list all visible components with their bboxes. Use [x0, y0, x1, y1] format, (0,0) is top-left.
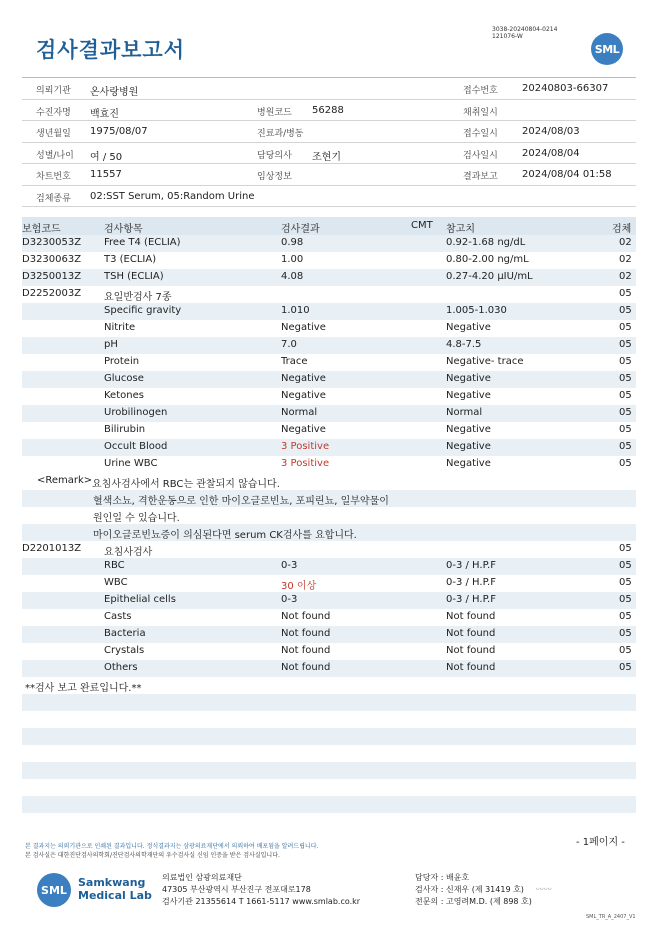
info-value: 백효진	[90, 108, 119, 120]
specimen-code: 05	[619, 424, 632, 435]
reference-range: Not found	[446, 611, 496, 622]
insurance-code: D3250013Z	[22, 271, 82, 282]
info-label: 차트번호	[36, 172, 71, 182]
reference-range: Negative	[446, 424, 491, 435]
info-row	[22, 186, 636, 208]
info-label: 접수일시	[463, 129, 498, 139]
specimen-code: 05	[619, 458, 632, 469]
table-row	[22, 235, 636, 252]
specimen-code: 05	[619, 339, 632, 350]
specimen-code: 05	[619, 305, 632, 316]
specimen-code: 02	[619, 271, 632, 282]
reference-range: 0-3 / H.P.F	[446, 560, 496, 571]
table-row	[22, 592, 636, 609]
table-row	[22, 439, 636, 456]
address-line: 검사기관 21355614 T 1661-5117 www.smlab.co.kr	[162, 897, 361, 906]
table-row	[22, 320, 636, 337]
test-item: 요일반검사 7종	[104, 292, 172, 303]
remark-label: <Remark>	[37, 475, 93, 486]
table-row	[22, 643, 636, 660]
specimen-code: 05	[619, 441, 632, 452]
test-result: Not found	[281, 662, 331, 673]
test-result: Normal	[281, 407, 318, 418]
empty-row	[22, 762, 636, 779]
test-result: 30 이상	[281, 581, 317, 592]
col-header-result: 검사결과	[281, 224, 320, 235]
test-result: Negative	[281, 390, 326, 401]
remark-block	[22, 473, 636, 541]
footer-logo: SML	[37, 873, 71, 907]
test-item: Ketones	[104, 390, 144, 401]
staff-line: 전문의 : 고영려M.D. (제 898 호)	[415, 897, 532, 906]
footer-lab-name	[78, 876, 152, 902]
reference-range: Negative	[446, 390, 491, 401]
table-row	[22, 626, 636, 643]
document-id-line1: 3038-20240804-0214	[492, 26, 558, 33]
test-item: Occult Blood	[104, 441, 168, 452]
test-result: Not found	[281, 611, 331, 622]
specimen-code: 05	[619, 373, 632, 384]
sediment-rows	[22, 541, 636, 677]
reference-range: Not found	[446, 662, 496, 673]
specimen-code: 05	[619, 628, 632, 639]
specimen-code: 05	[619, 560, 632, 571]
table-row	[22, 575, 636, 592]
info-value: 조현기	[312, 151, 341, 163]
reference-range: Normal	[446, 407, 483, 418]
info-row	[22, 100, 636, 122]
empty-row	[22, 779, 636, 796]
specimen-code: 05	[619, 594, 632, 605]
info-label: 접수번호	[463, 86, 498, 96]
test-item: TSH (ECLIA)	[104, 271, 164, 282]
info-value: 1975/08/07	[90, 126, 148, 137]
info-row	[22, 78, 636, 100]
test-item: Epithelial cells	[104, 594, 176, 605]
reference-range: 0-3 / H.P.F	[446, 577, 496, 588]
footer-note: 본 결과지는 의뢰기관으로 인쇄된 결과입니다. 정식결과지는 삼광의료재단에서 의뢰하여 배포됨을 알려드립니다.	[25, 843, 319, 850]
document-id	[492, 26, 557, 40]
signature-icon: 〰〰	[535, 885, 551, 894]
info-label: 담당의사	[257, 150, 292, 161]
test-item: RBC	[104, 560, 125, 571]
blank-rows	[22, 694, 636, 830]
form-code: SML_TR_A_2407_V1	[586, 914, 636, 920]
specimen-code: 05	[619, 288, 632, 299]
empty-row	[22, 694, 636, 711]
table-row	[22, 252, 636, 269]
patient-info-block	[22, 77, 636, 207]
test-item: WBC	[104, 577, 128, 588]
info-value: 02:SST Serum, 05:Random Urine	[90, 190, 255, 202]
specimen-code: 05	[619, 577, 632, 588]
remark-text: 원인일 수 있습니다.	[93, 513, 180, 524]
remark-text: 마이오글로빈뇨증이 의심된다면 serum CK검사를 요합니다.	[93, 530, 357, 541]
address-line: 의료법인 삼광의료재단	[162, 873, 242, 882]
remark-text: 요침사검사에서 RBC는 관찰되지 않습니다.	[92, 479, 280, 490]
info-label: 검사일시	[463, 150, 498, 161]
reference-range: Negative	[446, 458, 491, 469]
specimen-code: 05	[619, 356, 632, 367]
table-row	[22, 303, 636, 320]
info-value: 20240803-66307	[522, 83, 609, 94]
test-item: Specific gravity	[104, 305, 182, 316]
lab-name-line1: Samkwang	[78, 876, 146, 889]
info-value: 11557	[90, 169, 122, 180]
info-label: 생년월일	[36, 129, 71, 139]
table-row	[22, 286, 636, 303]
specimen-code: 05	[619, 322, 632, 333]
specimen-code: 05	[619, 611, 632, 622]
reference-range: Negative	[446, 373, 491, 384]
footer-address	[162, 872, 360, 908]
table-row	[22, 456, 636, 473]
test-result: 3 Positive	[281, 441, 330, 452]
test-item: Protein	[104, 356, 140, 367]
test-result: Not found	[281, 628, 331, 639]
test-result: 0.98	[281, 237, 304, 248]
test-result: Negative	[281, 322, 326, 333]
test-item: Casts	[104, 611, 132, 622]
info-label: 채취일시	[463, 107, 498, 118]
table-row	[22, 371, 636, 388]
info-label: 결과보고	[463, 172, 498, 182]
lab-name-line2: Medical Lab	[78, 889, 152, 902]
remark-text: 혈색소뇨, 격한운동으로 인한 마이오글로빈뇨, 포피린뇨, 일부약물이	[93, 496, 389, 507]
info-label: 수진자명	[36, 107, 71, 118]
test-item: Others	[104, 662, 138, 673]
test-result: 1.00	[281, 254, 304, 265]
reference-range: Not found	[446, 628, 496, 639]
reference-range: Negative	[446, 441, 491, 452]
specimen-code: 02	[619, 254, 632, 265]
reference-range: Negative	[446, 322, 491, 333]
reference-range: 0.92-1.68 ng/dL	[446, 237, 526, 248]
test-result: 1.010	[281, 305, 310, 316]
completion-text: **검사 보고 완료입니다.**	[25, 683, 142, 694]
results-table	[22, 217, 636, 830]
test-result: 3 Positive	[281, 458, 330, 469]
reference-range: 0-3 / H.P.F	[446, 594, 496, 605]
staff-line: 담당자 : 배윤호	[415, 873, 470, 882]
info-label: 진료과/병동	[257, 129, 304, 139]
specimen-code: 05	[619, 543, 632, 554]
test-item: Bacteria	[104, 628, 146, 639]
test-item: Nitrite	[104, 322, 136, 333]
info-label: 의뢰기관	[36, 86, 71, 96]
specimen-code: 05	[619, 645, 632, 656]
info-value: 2024/08/04	[522, 147, 580, 159]
col-header-item: 검사항목	[104, 224, 143, 235]
remark-row	[22, 473, 636, 490]
insurance-code: D2252003Z	[22, 288, 82, 299]
table-row	[22, 558, 636, 575]
test-item: T3 (ECLIA)	[104, 254, 157, 265]
table-row	[22, 609, 636, 626]
test-result: 4.08	[281, 271, 304, 282]
table-row	[22, 660, 636, 677]
empty-row	[22, 796, 636, 813]
insurance-code: D3230063Z	[22, 254, 82, 265]
address-line: 47305 부산광역시 부산진구 전포대로178	[162, 885, 311, 894]
info-value: 2024/08/03	[522, 126, 580, 137]
test-item: Crystals	[104, 645, 145, 656]
info-label: 검체종류	[36, 193, 71, 204]
empty-row	[22, 728, 636, 745]
info-value: 온사랑병원	[90, 87, 139, 98]
insurance-code: D2201013Z	[22, 543, 82, 554]
col-header-specimen: 검체	[612, 224, 632, 235]
test-item: Urine WBC	[104, 458, 158, 469]
col-header-code: 보험코드	[22, 224, 61, 235]
info-label: 임상정보	[257, 172, 292, 182]
test-result: Negative	[281, 373, 326, 384]
test-item: Urobilinogen	[104, 407, 168, 418]
result-rows	[22, 235, 636, 473]
table-row	[22, 388, 636, 405]
test-result: Negative	[281, 424, 326, 435]
test-result: 0-3	[281, 560, 298, 571]
completion-row	[22, 677, 636, 694]
table-row	[22, 405, 636, 422]
remark-row	[22, 524, 636, 541]
table-row	[22, 337, 636, 354]
table-row	[22, 541, 636, 558]
test-item: pH	[104, 339, 118, 350]
info-label: 병원코드	[257, 107, 292, 118]
remark-row	[22, 507, 636, 524]
info-row	[22, 121, 636, 143]
test-item: 요침사검사	[104, 547, 153, 558]
empty-row	[22, 711, 636, 728]
test-result: 0-3	[281, 594, 298, 605]
remark-row	[22, 490, 636, 507]
test-item: Free T4 (ECLIA)	[104, 237, 181, 248]
sml-logo: SML	[591, 33, 623, 65]
table-row	[22, 422, 636, 439]
table-row	[22, 269, 636, 286]
report-title: 검사결과보고서	[36, 38, 186, 62]
footer-accreditation: 본 검사실은 대한진단검사의학회/진단검사의학재단의 우수검사실 신임 인증을 받은 검사실입니다.	[25, 852, 280, 859]
test-result: Trace	[281, 356, 308, 367]
specimen-code: 05	[619, 407, 632, 418]
page-number: - 1페이지 -	[576, 837, 625, 848]
test-result: Not found	[281, 645, 331, 656]
info-value: 2024/08/04 01:58	[522, 169, 612, 180]
reference-range: Not found	[446, 645, 496, 656]
table-header	[22, 217, 636, 235]
reference-range: 4.8-7.5	[446, 339, 482, 350]
info-label: 성별/나이	[36, 150, 74, 161]
test-item: Bilirubin	[104, 424, 146, 435]
empty-row	[22, 813, 636, 830]
col-header-cmt: CMT	[411, 220, 433, 231]
table-row	[22, 354, 636, 371]
staff-line: 검사자 : 신재우 (제 31419 호)	[415, 885, 524, 894]
test-result: 7.0	[281, 339, 297, 350]
reference-range: 0.80-2.00 ng/mL	[446, 254, 529, 265]
col-header-ref: 참고치	[446, 224, 475, 235]
info-row	[22, 143, 636, 165]
insurance-code: D3230053Z	[22, 237, 82, 248]
info-value: 여 / 50	[90, 151, 123, 163]
empty-row	[22, 745, 636, 762]
info-value: 56288	[312, 104, 344, 116]
reference-range: Negative- trace	[446, 356, 524, 367]
info-row	[22, 164, 636, 186]
specimen-code: 05	[619, 662, 632, 673]
reference-range: 1.005-1.030	[446, 305, 507, 316]
specimen-code: 05	[619, 390, 632, 401]
document-id-line2: 121076-W	[492, 33, 523, 40]
footer-staff	[415, 872, 532, 908]
specimen-code: 02	[619, 237, 632, 248]
reference-range: 0.27-4.20 μIU/mL	[446, 271, 533, 282]
test-item: Glucose	[104, 373, 144, 384]
